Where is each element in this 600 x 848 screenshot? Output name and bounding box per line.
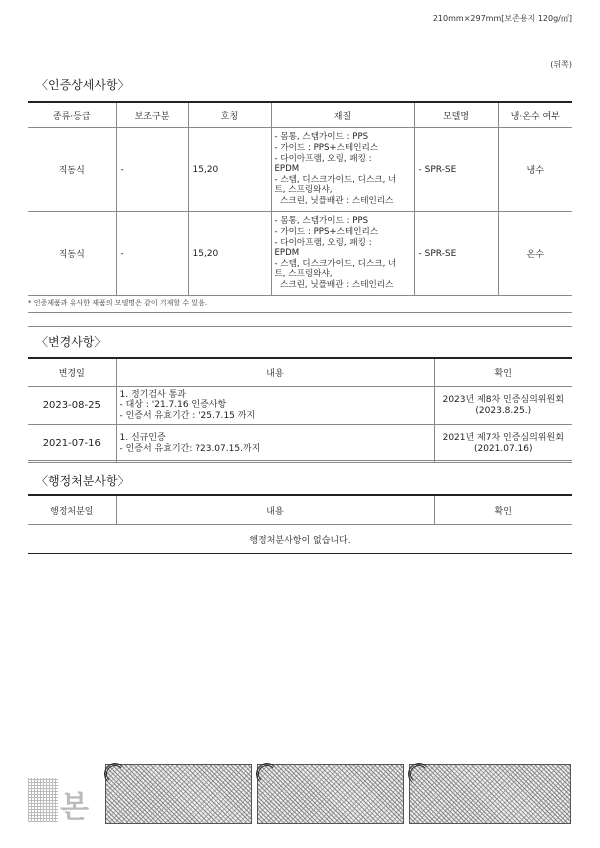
- col-header: 변경일: [28, 359, 116, 387]
- material-line: 트, 스프링와샤,: [274, 185, 333, 196]
- changes-table: [28, 359, 572, 463]
- change-date: 2023-08-25: [28, 387, 116, 425]
- table-row: [28, 387, 572, 425]
- sub-cell: -: [116, 212, 188, 296]
- table-header-row: [28, 359, 572, 387]
- size-cell: 15,20: [188, 212, 271, 296]
- col-header: 내용: [116, 359, 434, 387]
- code-mark-icon: [104, 763, 126, 785]
- model-cell: - SPR-SE: [414, 128, 498, 212]
- col-header: 모델명: [414, 103, 498, 128]
- content-line: - 인증서 유효기간: ?23.07.15.까지: [119, 443, 261, 454]
- change-confirm: [434, 387, 572, 425]
- content-line: - 대상 : '21.7.16 인증사항: [119, 400, 227, 411]
- page-continued-label: (뒤쪽): [550, 60, 572, 69]
- content-line: 1. 신규인증: [119, 433, 166, 443]
- stamp-char: 본: [60, 790, 89, 825]
- confirm-line: (2023.8.25.): [475, 405, 532, 416]
- code-mark-icon: [256, 763, 278, 785]
- col-header: 내용: [116, 496, 434, 525]
- material-line: 스크린, 닛플배관 : 스테인리스: [274, 195, 394, 206]
- change-content: [116, 387, 434, 425]
- material-cell: [271, 212, 414, 296]
- col-header: 행정처분일: [28, 496, 116, 525]
- divider: [28, 312, 572, 313]
- material-line: - 가이드 : PPS+스테인리스: [274, 143, 379, 154]
- stamp-pattern: [28, 778, 58, 822]
- security-code-2: [257, 764, 404, 824]
- table-header-row: [28, 103, 572, 128]
- hotcold-cell: 온수: [498, 212, 572, 296]
- col-header: 종류·등급: [28, 103, 116, 128]
- code-mark-icon: [408, 763, 430, 785]
- confirm-line: 2023년 제8차 인증심의위원회: [442, 395, 564, 405]
- confirm-line: (2021.07.16): [473, 443, 533, 454]
- seal-stamp: [28, 778, 90, 825]
- content-line: 1. 정기검사 통과: [119, 389, 186, 400]
- change-content: [116, 425, 434, 463]
- admin-table: [28, 496, 572, 554]
- col-header: 재질: [271, 103, 414, 128]
- col-header: 확인: [434, 359, 572, 387]
- material-line: EPDM: [274, 248, 300, 259]
- hotcold-cell: 냉수: [498, 128, 572, 212]
- table-header-row: [28, 496, 572, 525]
- material-line: 트, 스프링와샤,: [274, 269, 333, 280]
- material-line: - 몸통, 스템가이드 : PPS: [274, 132, 369, 143]
- sub-cell: -: [116, 128, 188, 212]
- material-line: - 몸통, 스템가이드 : PPS: [274, 216, 369, 227]
- col-header: 호칭: [188, 103, 271, 128]
- type-cell: 직동식: [28, 212, 116, 296]
- paper-spec: 210mm×297mm[보존용지 120g/㎡]: [432, 14, 572, 23]
- admin-title: 〈행정처분사항〉: [36, 474, 130, 488]
- material-line: 스크린, 닛플배관 : 스테인리스: [274, 279, 394, 290]
- col-header: 확인: [434, 496, 572, 525]
- material-line: - 스템, 디스크가이드, 디스크, 너: [274, 258, 397, 269]
- content-line: - 인증서 유효기간 : '25.7.15 까지: [119, 410, 256, 421]
- confirm-line: 2021년 제7차 인증심의위원회: [442, 433, 564, 443]
- admin-empty-message: 행정처분사항이 없습니다.: [28, 525, 572, 554]
- change-confirm: [434, 425, 572, 463]
- table-row: [28, 525, 572, 554]
- type-cell: 직동식: [28, 128, 116, 212]
- cert-details-table: [28, 103, 572, 296]
- model-cell: - SPR-SE: [414, 212, 498, 296]
- divider: [28, 326, 572, 327]
- material-line: - 가이드 : PPS+스테인리스: [274, 227, 379, 238]
- size-cell: 15,20: [188, 128, 271, 212]
- material-line: - 다이아프램, 오링, 패킹 :: [274, 153, 372, 164]
- cert-details-title: 〈인증상세사항〉: [36, 78, 130, 92]
- security-code-1: [105, 764, 252, 824]
- col-header: 냉·온수 여부: [498, 103, 572, 128]
- material-cell: [271, 128, 414, 212]
- col-header: 보조구분: [116, 103, 188, 128]
- material-line: - 다이아프램, 오링, 패킹 :: [274, 237, 372, 248]
- table-row: [28, 212, 572, 296]
- changes-title: 〈변경사항〉: [36, 335, 107, 349]
- cert-note: * 인증제품과 유사한 제품의 모델명은 같이 기재할 수 있음.: [28, 299, 208, 307]
- divider: [28, 460, 572, 461]
- change-date: 2021-07-16: [28, 425, 116, 463]
- material-line: - 스템, 디스크가이드, 디스크, 너: [274, 174, 397, 185]
- material-line: EPDM: [274, 164, 300, 175]
- table-row: [28, 425, 572, 463]
- security-code-3: [409, 764, 571, 824]
- table-row: [28, 128, 572, 212]
